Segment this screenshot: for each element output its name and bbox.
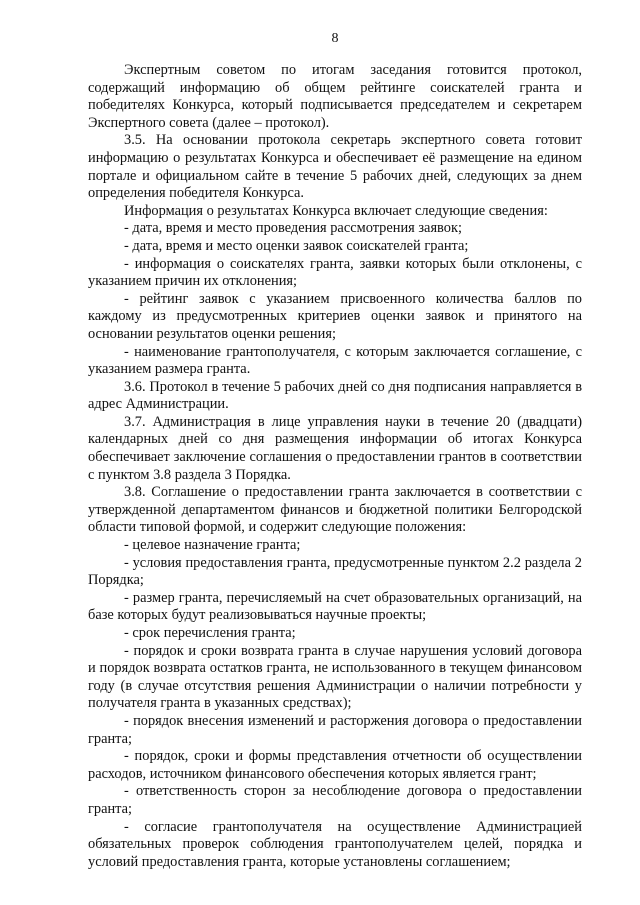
paragraph: Информация о результатах Конкурса включает следующие сведения: <box>124 202 548 219</box>
list-item: - порядок, сроки и формы представления отчетности об осуществлении расходов, источником финансового обеспечения которых является грант; <box>88 748 582 782</box>
paragraph: 3.8. Соглашение о предоставлении гранта заключается в соответствии с утвержденной департаментом финансов и бюджетной политики Белгородской области типовой формой, и содержит следующие положения: <box>88 484 582 536</box>
list-item: - дата, время и место оценки заявок соискателей гранта; <box>124 237 469 254</box>
list-item: - срок перечисления гранта; <box>124 625 296 641</box>
document-body <box>88 62 582 871</box>
paragraph: Экспертным советом по итогам заседания готовится протокол, содержащий информацию об общем рейтинге соискателей гранта и победителях Конкурса, который подписывается председателем и секретарем Экспертного совета (далее – протокол). <box>88 62 582 131</box>
list-item: - условия предоставления гранта, предусмотренные пунктом 2.2 раздела 2 Порядка; <box>88 554 582 589</box>
list-item: - рейтинг заявок с указанием присвоенного количества баллов по каждому из предусмотренных критериев оценки заявок и принятого на основании результатов оценки решения; <box>88 290 582 342</box>
list-item: - дата, время и место проведения рассмотрения заявок; <box>124 220 462 237</box>
paragraph: 3.7. Администрация в лице управления науки в течение 20 (двадцати) календарных дней со дня размещения информации об итогах Конкурса обеспечивает заключение соглашения о предоставлении грантов в соответствии с пунктом 3.8 раздела 3 Порядка. <box>88 413 582 483</box>
paragraph: 3.5. На основании протокола секретарь экспертного совета готовит информацию о результатах Конкурса и обеспечивает её размещение на едином портале и официальном сайте в течение 5 рабочих дней, следующих за днем определения победителя Конкурса. <box>88 132 582 202</box>
list-item: - порядок внесения изменений и расторжения договора о предоставлении гранта; <box>88 712 582 747</box>
list-item: - целевое назначение гранта; <box>124 537 301 554</box>
page-number: 8 <box>331 31 339 46</box>
list-item: - порядок и сроки возврата гранта в случае нарушения условий договора и порядок возврата остатков гранта, не использованного в текущем финансовом году (в случае отсутствия решения Администрации о наличии потребности у получателя гранта в указанных средствах); <box>88 642 582 712</box>
paragraph: 3.6. Протокол в течение 5 рабочих дней со дня подписания направляется в адрес Администрации. <box>88 378 582 413</box>
list-item: - информация о соискателях гранта, заявки которых были отклонены, с указанием причин их отклонения; <box>88 255 582 290</box>
list-item: - наименование грантополучателя, с которым заключается соглашение, с указанием размера гранта. <box>88 343 582 378</box>
list-item: - размер гранта, перечисляемый на счет образовательных организаций, на базе которых будут реализовываться научные проекты; <box>88 589 582 624</box>
list-item: - ответственность сторон за несоблюдение договора о предоставлении гранта; <box>88 783 582 817</box>
list-item: - согласие грантополучателя на осуществление Администрацией обязательных проверок соблюдения грантополучателем целей, порядка и условий предоставления гранта, которые установлены соглашением; <box>88 818 582 870</box>
